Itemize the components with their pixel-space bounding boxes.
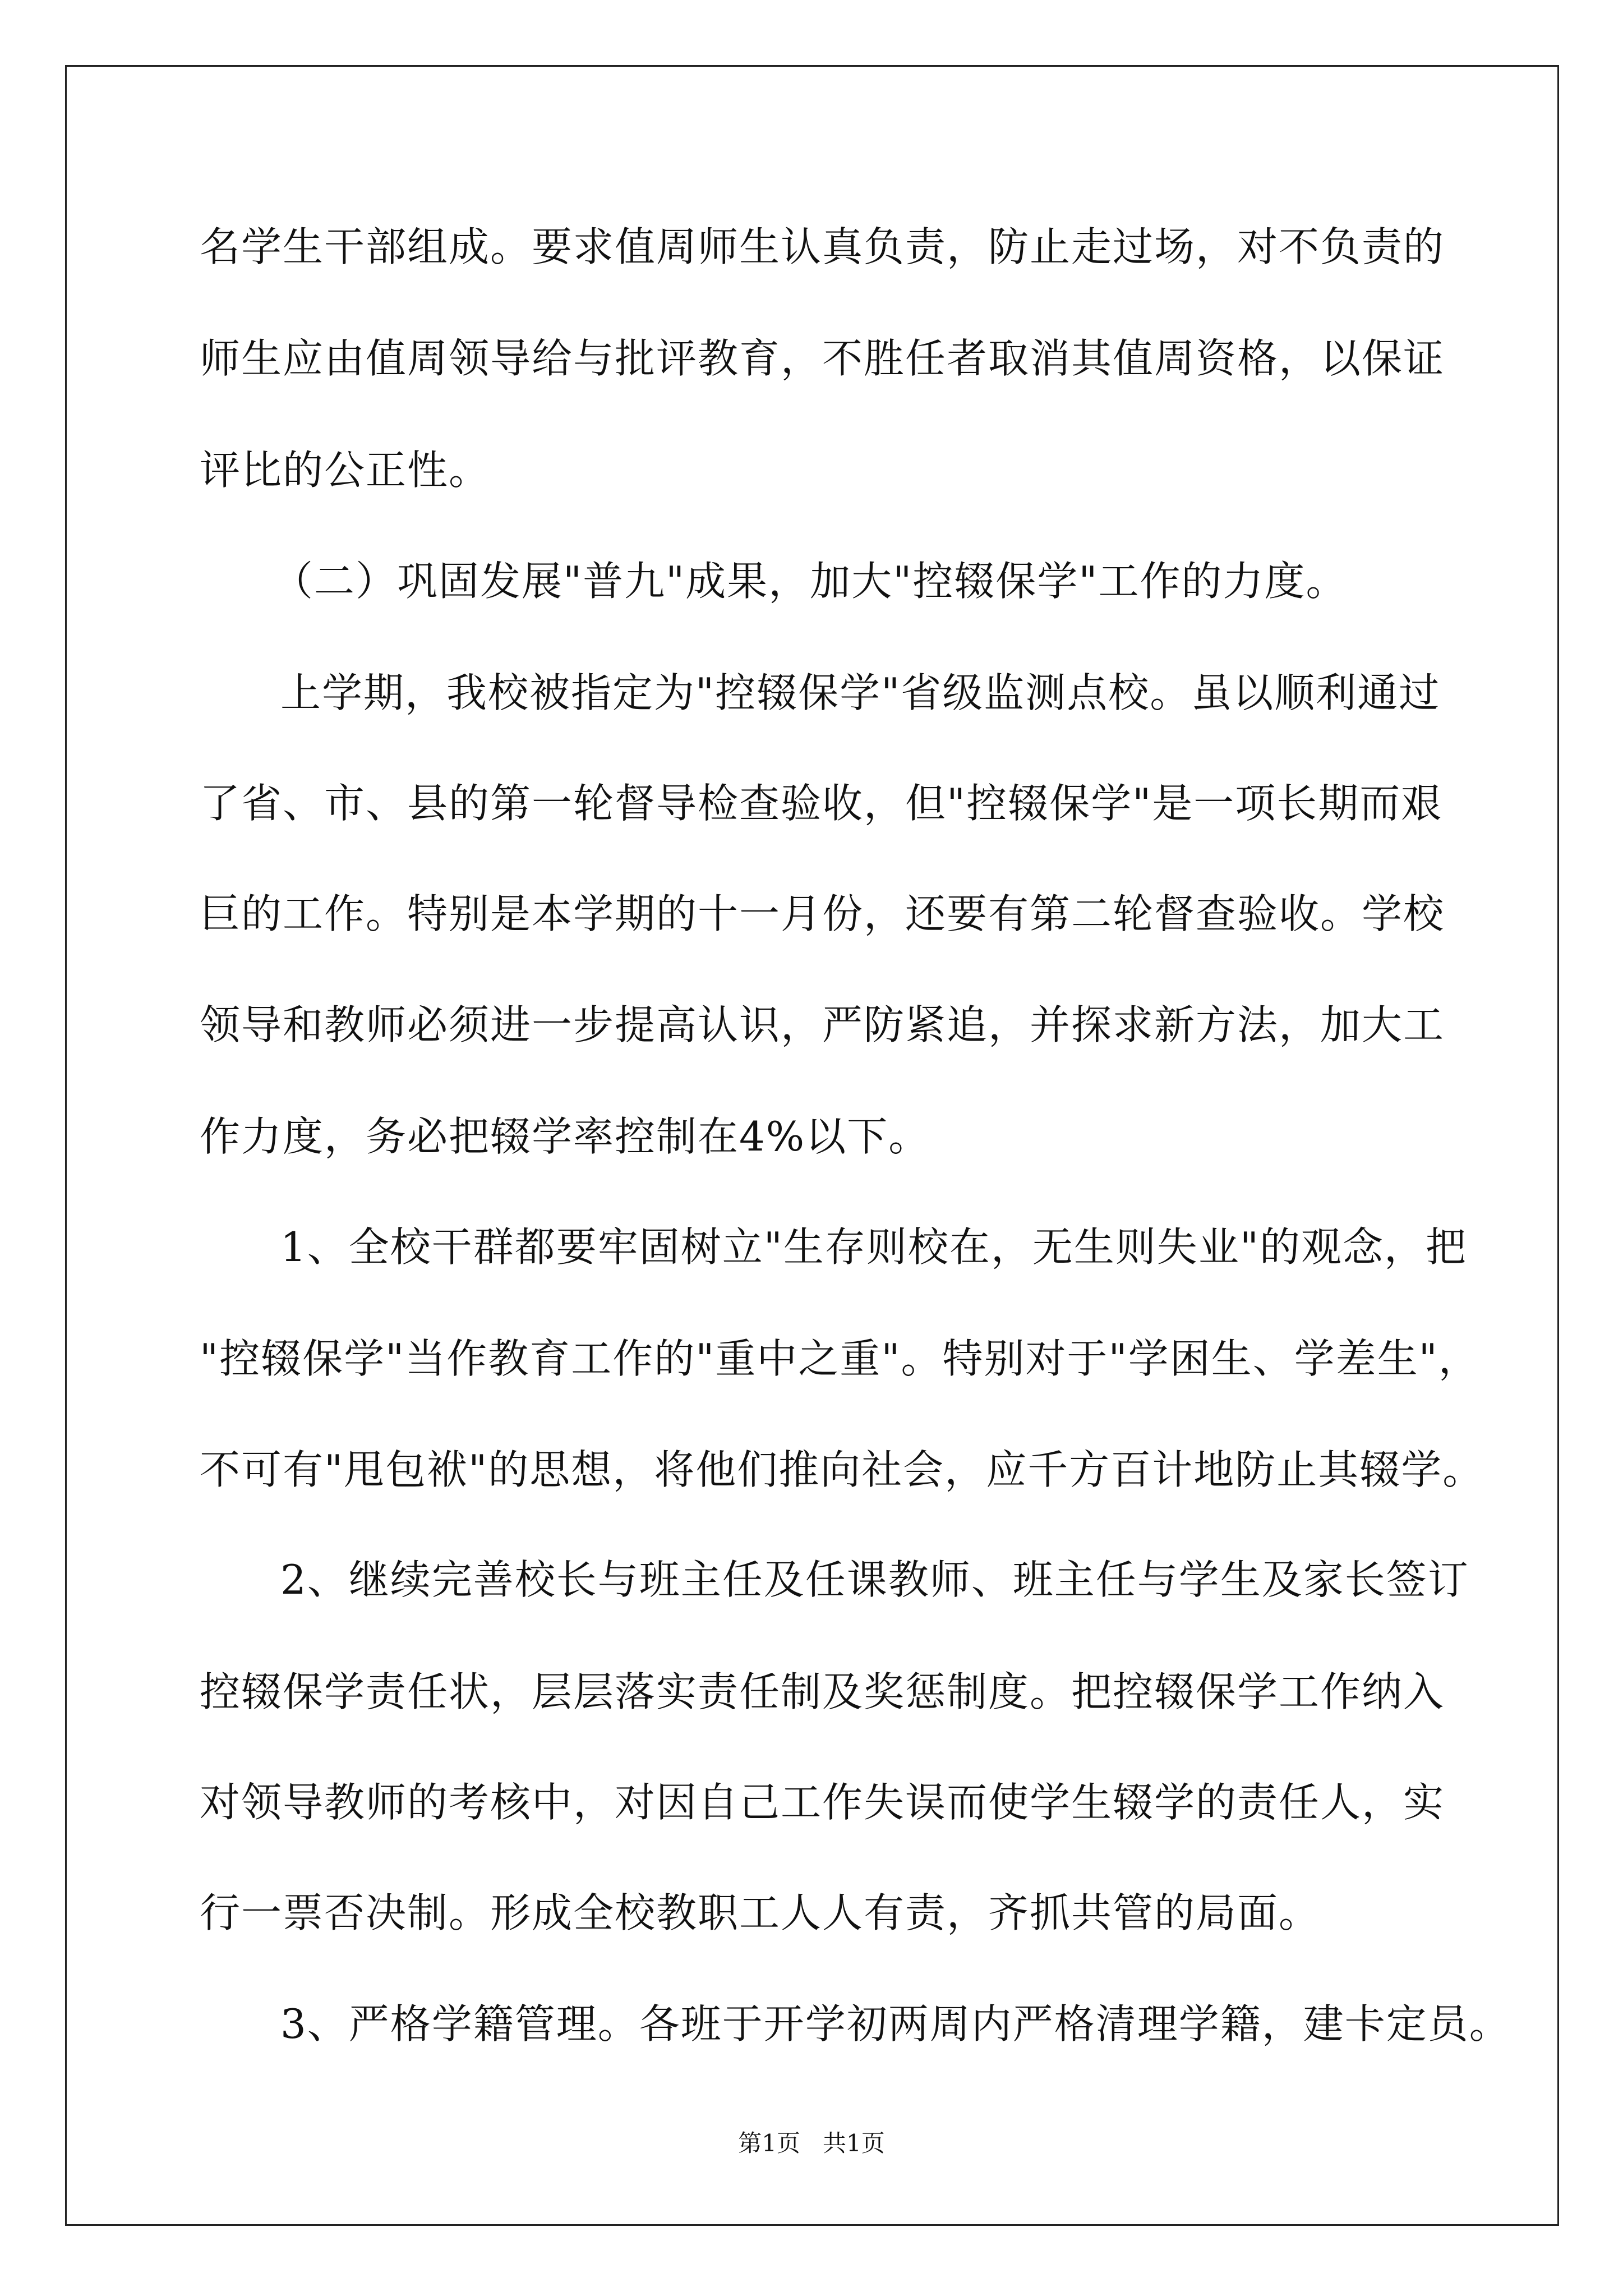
page-number-footer: 第1页 共1页 [738, 2129, 885, 2157]
body-line: 评比的公正性。 [200, 447, 491, 494]
body-line: 控辍保学责任状，层层落实责任制及奖惩制度。把控辍保学工作纳入 [200, 1668, 1445, 1715]
body-line: 1、全校干群都要牢固树立"生存则校在，无生则失业"的观念，把 [280, 1223, 1468, 1271]
body-line: 巨的工作。特别是本学期的十一月份，还要有第二轮督查验收。学校 [200, 890, 1445, 937]
body-line: "控辍保学"当作教育工作的"重中之重"。特别对于"学困生、学差生"， [200, 1335, 1480, 1382]
body-line: 3、严格学籍管理。各班于开学初两周内严格清理学籍，建卡定员。 [280, 2000, 1511, 2047]
section-heading: （二）巩固发展"普九"成果，加大"控辍保学"工作的力度。 [273, 558, 1348, 605]
body-line: 行一票否决制。形成全校教职工人人有责，齐抓共管的局面。 [200, 1889, 1321, 1936]
body-line: 作力度，务必把辍学率控制在4%以下。 [200, 1113, 930, 1160]
body-line: 对领导教师的考核中，对因自己工作失误而使学生辍学的责任人，实 [200, 1779, 1445, 1826]
body-line: 领导和教师必须进一步提高认识，严防紧追，并探求新方法，加大工 [200, 1001, 1445, 1048]
body-line: 名学生干部组成。要求值周师生认真负责，防止走过场，对不负责的 [200, 223, 1445, 270]
body-line: 不可有"甩包袱"的思想，将他们推向社会，应千方百计地防止其辍学。 [200, 1446, 1484, 1493]
body-line: 师生应由值周领导给与批评教育，不胜任者取消其值周资格，以保证 [200, 335, 1445, 382]
body-line: 上学期，我校被指定为"控辍保学"省级监测点校。虽以顺利通过 [280, 669, 1441, 716]
body-line: 了省、市、县的第一轮督导检查验收，但"控辍保学"是一项长期而艰 [200, 780, 1443, 827]
body-line: 2、继续完善校长与班主任及任课教师、班主任与学生及家长签订 [280, 1556, 1469, 1603]
